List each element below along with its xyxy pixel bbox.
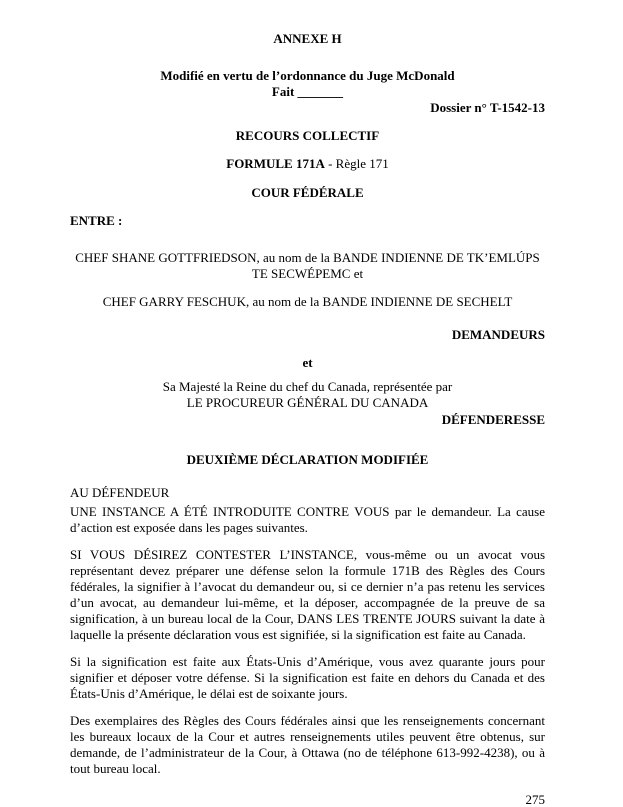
et-separator: et <box>302 355 313 370</box>
modified-order-line: Modifié en vertu de l’ordonnance du Juge McDonald <box>160 68 455 83</box>
paragraph-instance-introduced: UNE INSTANCE A ÉTÉ INTRODUITE CONTRE VOUS par le demandeur. La cause d’action est exposée dans les pages suivantes. <box>70 504 545 535</box>
formule-number: FORMULE 171A <box>226 156 325 171</box>
fait-blank-line: Fait _______ <box>271 84 344 99</box>
plaintiff-1 <box>70 250 545 282</box>
plaintiff-1-line-2: TE SECWÉPEMC et <box>251 266 364 281</box>
paragraph-rules-copies: Des exemplaires des Règles des Cours fédérales ainsi que les renseignements concernant les bureaux locaux de la Cour et autres renseignements utiles peuvent être obtenus, sur demande, de l’administrateur de la Cour, à Ottawa (no de téléphone 613-992-4238), ou à tout bureau local. <box>70 713 545 776</box>
page-number: 275 <box>525 792 545 807</box>
annexe-heading: ANNEXE H <box>273 31 342 46</box>
plaintiff-2: CHEF GARRY FESCHUK, au nom de la BANDE INDIENNE DE SECHELT <box>102 294 513 309</box>
formule-rule: - Règle 171 <box>324 156 389 171</box>
defendant-line-2: LE PROCUREUR GÉNÉRAL DU CANADA <box>186 395 429 410</box>
docket-number: Dossier n° T-1542-13 <box>430 100 545 115</box>
entre-label: ENTRE : <box>70 213 123 228</box>
defendant-line-1: Sa Majesté la Reine du chef du Canada, représentée par <box>162 379 453 394</box>
recours-collectif-heading: RECOURS COLLECTIF <box>235 128 380 143</box>
declaration-title: DEUXIÈME DÉCLARATION MODIFIÉE <box>186 452 429 467</box>
court-name-heading: COUR FÉDÉRALE <box>251 185 364 200</box>
defendant-block <box>70 379 545 411</box>
plaintiff-1-line-1: CHEF SHANE GOTTFRIEDSON, au nom de la BANDE INDIENNE DE TK’EMLÚPS <box>75 250 540 265</box>
formule-heading <box>70 156 545 172</box>
plaintiffs-designation: DEMANDEURS <box>451 327 545 342</box>
to-defendant-label: AU DÉFENDEUR <box>70 485 170 500</box>
paragraph-contest-instructions: SI VOUS DÉSIREZ CONTESTER L’INSTANCE, vous-même ou un avocat vous représentant devez préparer une défense selon la formule 171B des Règles des Cours fédérales, la signifier à l’avocat du demandeur ou, si ce dernier n’a pas retenu les services d’un avocat, au demandeur lui-même, et la déposer, accompagnée de la preuve de sa signification, à un bureau local de la Cour, DANS LES TRENTE JOURS suivant la date à laquelle la présente déclaration vous est signifiée, si la signification est faite au Canada. <box>70 547 545 642</box>
defendant-designation: DÉFENDERESSE <box>441 412 545 427</box>
paragraph-service-deadlines: Si la signification est faite aux États-Unis d’Amérique, vous avez quarante jours pour signifier et déposer votre défense. Si la signification est faite en dehors du Canada et des États-Unis d’Amérique, le délai est de soixante jours. <box>70 654 545 701</box>
